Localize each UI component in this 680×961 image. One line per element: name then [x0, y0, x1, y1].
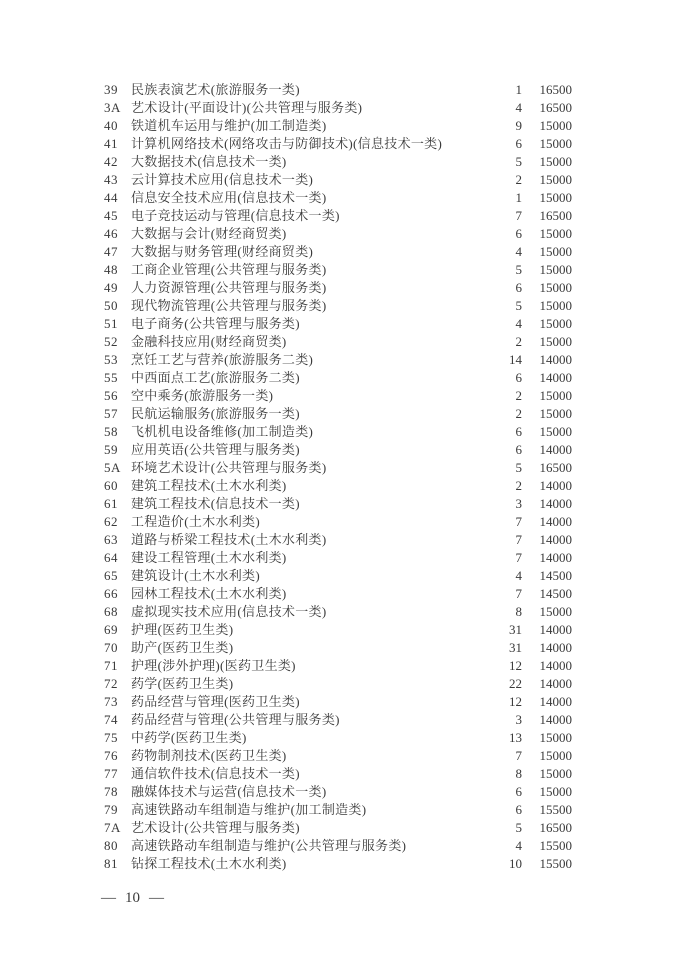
cell-fee: 14500: [539, 568, 572, 583]
cell-quota: 7: [515, 550, 522, 565]
table-row: [104, 855, 572, 873]
table-row: [104, 135, 572, 153]
table-row: [104, 405, 572, 423]
cell-code: 42: [104, 154, 118, 169]
table-row: [104, 819, 572, 837]
cell-name: 应用英语(公共管理与服务类): [131, 442, 300, 457]
cell-name: 药品经营与管理(医药卫生类): [131, 694, 300, 709]
cell-name: 烹饪工艺与营养(旅游服务二类): [131, 352, 314, 367]
cell-quota: 4: [515, 316, 522, 331]
table-row: [104, 477, 572, 495]
cell-code: 80: [104, 838, 118, 853]
cell-quota: 10: [509, 856, 522, 871]
cell-quota: 4: [515, 244, 522, 259]
cell-fee: 14000: [539, 352, 572, 367]
cell-fee: 15000: [539, 136, 572, 151]
table-row: [104, 153, 572, 171]
table-row: [104, 315, 572, 333]
table-row: [104, 225, 572, 243]
cell-code: 51: [104, 316, 118, 331]
cell-quota: 4: [515, 100, 522, 115]
cell-fee: 15500: [539, 802, 572, 817]
cell-name: 大数据与会计(财经商贸类): [131, 226, 287, 241]
table-row: [104, 549, 572, 567]
cell-quota: 6: [515, 226, 522, 241]
cell-name: 艺术设计(公共管理与服务类): [131, 820, 300, 835]
table-row: [104, 243, 572, 261]
cell-fee: 15000: [539, 118, 572, 133]
table-row: [104, 99, 572, 117]
cell-name: 护理(医药卫生类): [131, 622, 234, 637]
cell-fee: 15500: [539, 838, 572, 853]
cell-name: 飞机机电设备维修(加工制造类): [131, 424, 314, 439]
cell-name: 高速铁路动车组制造与维护(加工制造类): [131, 802, 367, 817]
cell-code: 72: [104, 676, 118, 691]
cell-name: 人力资源管理(公共管理与服务类): [131, 280, 327, 295]
cell-quota: 2: [515, 388, 522, 403]
cell-quota: 8: [515, 766, 522, 781]
cell-code: 61: [104, 496, 118, 511]
table-row: [104, 657, 572, 675]
cell-code: 5A: [104, 460, 121, 475]
cell-name: 通信软件技术(信息技术一类): [131, 766, 300, 781]
table-row: [104, 171, 572, 189]
cell-code: 50: [104, 298, 118, 313]
cell-name: 现代物流管理(公共管理与服务类): [131, 298, 327, 313]
cell-name: 电子竞技运动与管理(信息技术一类): [131, 208, 340, 223]
table-row: [104, 693, 572, 711]
table-row: [104, 117, 572, 135]
cell-code: 73: [104, 694, 118, 709]
cell-quota: 7: [515, 586, 522, 601]
cell-fee: 16500: [539, 820, 572, 835]
cell-quota: 6: [515, 784, 522, 799]
cell-quota: 7: [515, 208, 522, 223]
cell-fee: 15000: [539, 748, 572, 763]
cell-code: 45: [104, 208, 118, 223]
cell-fee: 15000: [539, 334, 572, 349]
page-footer: [101, 889, 164, 907]
cell-name: 融媒体技术与运营(信息技术一类): [131, 784, 327, 799]
cell-quota: 31: [509, 622, 522, 637]
cell-quota: 7: [515, 532, 522, 547]
cell-name: 建筑工程技术(土木水利类): [131, 478, 287, 493]
cell-name: 工程造价(土木水利类): [131, 514, 260, 529]
table-row: [104, 837, 572, 855]
cell-fee: 15500: [539, 856, 572, 871]
cell-code: 77: [104, 766, 118, 781]
cell-fee: 16500: [539, 208, 572, 223]
table-row: [104, 495, 572, 513]
cell-code: 75: [104, 730, 118, 745]
cell-fee: 15000: [539, 172, 572, 187]
cell-fee: 15000: [539, 406, 572, 421]
table-row: [104, 207, 572, 225]
cell-fee: 15000: [539, 190, 572, 205]
cell-quota: 5: [515, 154, 522, 169]
cell-name: 建筑设计(土木水利类): [131, 568, 260, 583]
table-row: [104, 459, 572, 477]
cell-quota: 5: [515, 298, 522, 313]
cell-fee: 15000: [539, 316, 572, 331]
cell-name: 云计算技术应用(信息技术一类): [131, 172, 314, 187]
cell-quota: 7: [515, 748, 522, 763]
table-row: [104, 513, 572, 531]
cell-fee: 14000: [539, 712, 572, 727]
cell-fee: 15000: [539, 730, 572, 745]
cell-code: 58: [104, 424, 118, 439]
table-row: [104, 747, 572, 765]
cell-quota: 2: [515, 334, 522, 349]
cell-code: 46: [104, 226, 118, 241]
cell-quota: 4: [515, 568, 522, 583]
table-row: [104, 441, 572, 459]
cell-code: 81: [104, 856, 118, 871]
cell-fee: 15000: [539, 226, 572, 241]
cell-code: 68: [104, 604, 118, 619]
cell-code: 7A: [104, 820, 121, 835]
cell-name: 药学(医药卫生类): [131, 676, 234, 691]
cell-quota: 6: [515, 442, 522, 457]
cell-name: 铁道机车运用与维护(加工制造类): [131, 118, 327, 133]
cell-name: 建筑工程技术(信息技术一类): [131, 496, 300, 511]
cell-quota: 6: [515, 136, 522, 151]
cell-code: 69: [104, 622, 118, 637]
cell-name: 金融科技应用(财经商贸类): [131, 334, 287, 349]
cell-code: 39: [104, 82, 118, 97]
table-row: [104, 765, 572, 783]
cell-fee: 14000: [539, 496, 572, 511]
cell-fee: 14000: [539, 478, 572, 493]
cell-quota: 6: [515, 280, 522, 295]
cell-quota: 4: [515, 838, 522, 853]
cell-name: 园林工程技术(土木水利类): [131, 586, 287, 601]
table-row: [104, 351, 572, 369]
footer-dash-right: —: [149, 890, 164, 906]
cell-name: 工商企业管理(公共管理与服务类): [131, 262, 327, 277]
cell-name: 道路与桥梁工程技术(土木水利类): [131, 532, 327, 547]
cell-name: 空中乘务(旅游服务一类): [131, 388, 274, 403]
cell-fee: 15000: [539, 154, 572, 169]
cell-name: 护理(涉外护理)(医药卫生类): [131, 658, 296, 673]
table-row: [104, 261, 572, 279]
page-number: 10: [125, 890, 140, 906]
cell-code: 44: [104, 190, 118, 205]
cell-quota: 13: [509, 730, 522, 745]
cell-code: 55: [104, 370, 118, 385]
cell-quota: 2: [515, 406, 522, 421]
cell-fee: 15000: [539, 262, 572, 277]
cell-fee: 15000: [539, 280, 572, 295]
cell-fee: 14000: [539, 370, 572, 385]
table-row: [104, 711, 572, 729]
cell-code: 3A: [104, 100, 121, 115]
cell-code: 66: [104, 586, 118, 601]
cell-quota: 5: [515, 820, 522, 835]
cell-quota: 6: [515, 370, 522, 385]
table-row: [104, 81, 572, 99]
cell-quota: 5: [515, 262, 522, 277]
cell-fee: 14500: [539, 586, 572, 601]
cell-code: 60: [104, 478, 118, 493]
cell-quota: 6: [515, 424, 522, 439]
cell-name: 大数据技术(信息技术一类): [131, 154, 287, 169]
table-row: [104, 621, 572, 639]
cell-fee: 14000: [539, 622, 572, 637]
cell-quota: 14: [509, 352, 522, 367]
cell-fee: 16500: [539, 100, 572, 115]
table-row: [104, 783, 572, 801]
cell-quota: 7: [515, 514, 522, 529]
cell-fee: 16500: [539, 460, 572, 475]
cell-quota: 3: [515, 496, 522, 511]
cell-fee: 16500: [539, 82, 572, 97]
cell-fee: 15000: [539, 784, 572, 799]
cell-quota: 2: [515, 478, 522, 493]
cell-fee: 14000: [539, 532, 572, 547]
table-row: [104, 567, 572, 585]
cell-code: 41: [104, 136, 118, 151]
cell-fee: 14000: [539, 442, 572, 457]
cell-code: 74: [104, 712, 118, 727]
cell-quota: 3: [515, 712, 522, 727]
cell-code: 59: [104, 442, 118, 457]
cell-code: 47: [104, 244, 118, 259]
cell-code: 79: [104, 802, 118, 817]
cell-quota: 2: [515, 172, 522, 187]
cell-name: 高速铁路动车组制造与维护(公共管理与服务类): [131, 838, 407, 853]
cell-name: 虚拟现实技术应用(信息技术一类): [131, 604, 327, 619]
cell-name: 药物制剂技术(医药卫生类): [131, 748, 287, 763]
cell-name: 建设工程管理(土木水利类): [131, 550, 287, 565]
cell-fee: 15000: [539, 298, 572, 313]
cell-fee: 14000: [539, 658, 572, 673]
table-row: [104, 333, 572, 351]
table-row: [104, 729, 572, 747]
cell-fee: 14000: [539, 676, 572, 691]
cell-fee: 15000: [539, 424, 572, 439]
cell-code: 40: [104, 118, 118, 133]
cell-name: 药品经营与管理(公共管理与服务类): [131, 712, 340, 727]
cell-code: 71: [104, 658, 118, 673]
table-row: [104, 675, 572, 693]
table-row: [104, 801, 572, 819]
cell-code: 48: [104, 262, 118, 277]
cell-quota: 5: [515, 460, 522, 475]
cell-code: 76: [104, 748, 118, 763]
cell-code: 53: [104, 352, 118, 367]
table-row: [104, 603, 572, 621]
cell-fee: 15000: [539, 604, 572, 619]
cell-code: 70: [104, 640, 118, 655]
table-row: [104, 369, 572, 387]
table-row: [104, 423, 572, 441]
cell-fee: 14000: [539, 514, 572, 529]
cell-fee: 15000: [539, 388, 572, 403]
cell-name: 艺术设计(平面设计)(公共管理与服务类): [131, 100, 363, 115]
table-row: [104, 279, 572, 297]
footer-dash-left: —: [101, 890, 116, 906]
cell-name: 信息安全技术应用(信息技术一类): [131, 190, 327, 205]
cell-code: 78: [104, 784, 118, 799]
cell-quota: 6: [515, 802, 522, 817]
table-row: [104, 189, 572, 207]
table-row: [104, 297, 572, 315]
cell-code: 49: [104, 280, 118, 295]
table-row: [104, 387, 572, 405]
cell-quota: 9: [515, 118, 522, 133]
cell-name: 民族表演艺术(旅游服务一类): [131, 82, 300, 97]
cell-quota: 31: [509, 640, 522, 655]
cell-code: 43: [104, 172, 118, 187]
cell-name: 大数据与财务管理(财经商贸类): [131, 244, 314, 259]
cell-code: 52: [104, 334, 118, 349]
cell-name: 电子商务(公共管理与服务类): [131, 316, 300, 331]
cell-name: 环境艺术设计(公共管理与服务类): [131, 460, 327, 475]
cell-code: 62: [104, 514, 118, 529]
cell-fee: 14000: [539, 640, 572, 655]
table-row: [104, 585, 572, 603]
cell-fee: 15000: [539, 244, 572, 259]
cell-quota: 12: [509, 694, 522, 709]
table-row: [104, 531, 572, 549]
cell-name: 民航运输服务(旅游服务一类): [131, 406, 300, 421]
program-table: [104, 81, 572, 873]
cell-name: 助产(医药卫生类): [131, 640, 234, 655]
cell-fee: 14000: [539, 550, 572, 565]
cell-code: 56: [104, 388, 118, 403]
cell-quota: 1: [515, 82, 522, 97]
cell-quota: 22: [509, 676, 522, 691]
cell-quota: 8: [515, 604, 522, 619]
cell-fee: 15000: [539, 766, 572, 781]
cell-name: 钻探工程技术(土木水利类): [131, 856, 287, 871]
cell-code: 65: [104, 568, 118, 583]
cell-quota: 12: [509, 658, 522, 673]
cell-code: 57: [104, 406, 118, 421]
cell-fee: 14000: [539, 694, 572, 709]
cell-code: 64: [104, 550, 118, 565]
table-row: [104, 639, 572, 657]
cell-name: 中药学(医药卫生类): [131, 730, 247, 745]
cell-name: 中西面点工艺(旅游服务二类): [131, 370, 300, 385]
cell-quota: 1: [515, 190, 522, 205]
cell-name: 计算机网络技术(网络攻击与防御技术)(信息技术一类): [131, 136, 443, 151]
cell-code: 63: [104, 532, 118, 547]
